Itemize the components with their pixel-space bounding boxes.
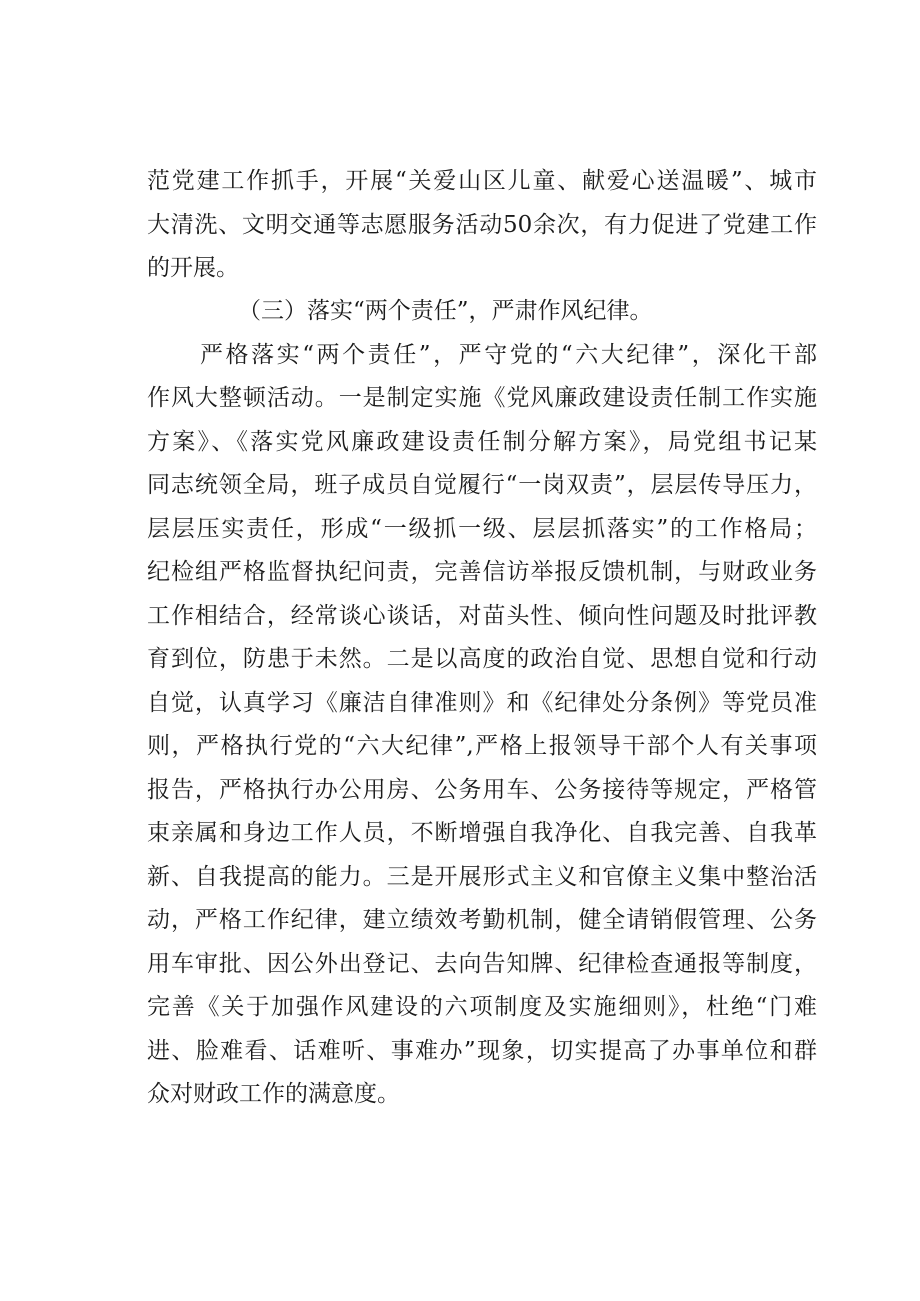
paragraph-line: 方案》、《落实党风廉政建设责任制分解方案》，局党组书记某 bbox=[147, 429, 817, 455]
paragraph-line: 完善《关于加强作风建设的六项制度及实施细则》，杜绝“门难 bbox=[147, 994, 817, 1020]
paragraph-line: 动，严格工作纪律，建立绩效考勤机制，健全请销假管理、公务 bbox=[147, 907, 817, 933]
continuation-line: 大清洗、文明交通等志愿服务活动50余次，有力促进了党建工作 bbox=[147, 212, 817, 238]
paragraph-line: 自觉，认真学习《廉洁自律准则》和《纪律处分条例》等党员准 bbox=[147, 690, 817, 716]
paragraph-line: 育到位，防患于未然。二是以高度的政治自觉、思想自觉和行动 bbox=[147, 646, 817, 672]
paragraph-line: 众对财政工作的满意度。 bbox=[147, 1081, 400, 1107]
paragraph-line: 则，严格执行党的“六大纪律”,严格上报领导干部个人有关事项 bbox=[147, 733, 817, 759]
section-heading: （三）落实“两个责任”，严肃作风纪律。 bbox=[238, 298, 653, 324]
paragraph-line: 严格落实“两个责任”，严守党的“六大纪律”，深化干部 bbox=[200, 342, 817, 368]
paragraph-line: 用车审批、因公外出登记、去向告知牌、纪律检查通报等制度， bbox=[147, 951, 817, 977]
paragraph-line: 层层压实责任，形成“一级抓一级、层层抓落实”的工作格局； bbox=[147, 516, 817, 542]
paragraph-line: 报告，严格执行办公用房、公务用车、公务接待等规定，严格管 bbox=[147, 777, 817, 803]
continuation-line: 的开展。 bbox=[147, 255, 239, 281]
paragraph-line: 作风大整顿活动。一是制定实施《党风廉政建设责任制工作实施 bbox=[147, 385, 817, 411]
paragraph-line: 工作相结合，经常谈心谈话，对苗头性、倾向性问题及时批评教 bbox=[147, 603, 817, 629]
paragraph-line: 新、自我提高的能力。三是开展形式主义和官僚主义集中整治活 bbox=[147, 864, 817, 890]
paragraph-line: 束亲属和身边工作人员，不断增强自我净化、自我完善、自我革 bbox=[147, 820, 817, 846]
paragraph-line: 进、脸难看、话难听、事难办”现象，切实提高了办事单位和群 bbox=[147, 1038, 817, 1064]
paragraph-line: 纪检组严格监督执纪问责，完善信访举报反馈机制，与财政业务 bbox=[147, 559, 817, 585]
continuation-line: 范党建工作抓手，开展“关爱山区儿童、献爱心送温暖”、城市 bbox=[147, 168, 817, 194]
paragraph-line: 同志统领全局，班子成员自觉履行“一岗双责”，层层传导压力， bbox=[147, 472, 817, 498]
